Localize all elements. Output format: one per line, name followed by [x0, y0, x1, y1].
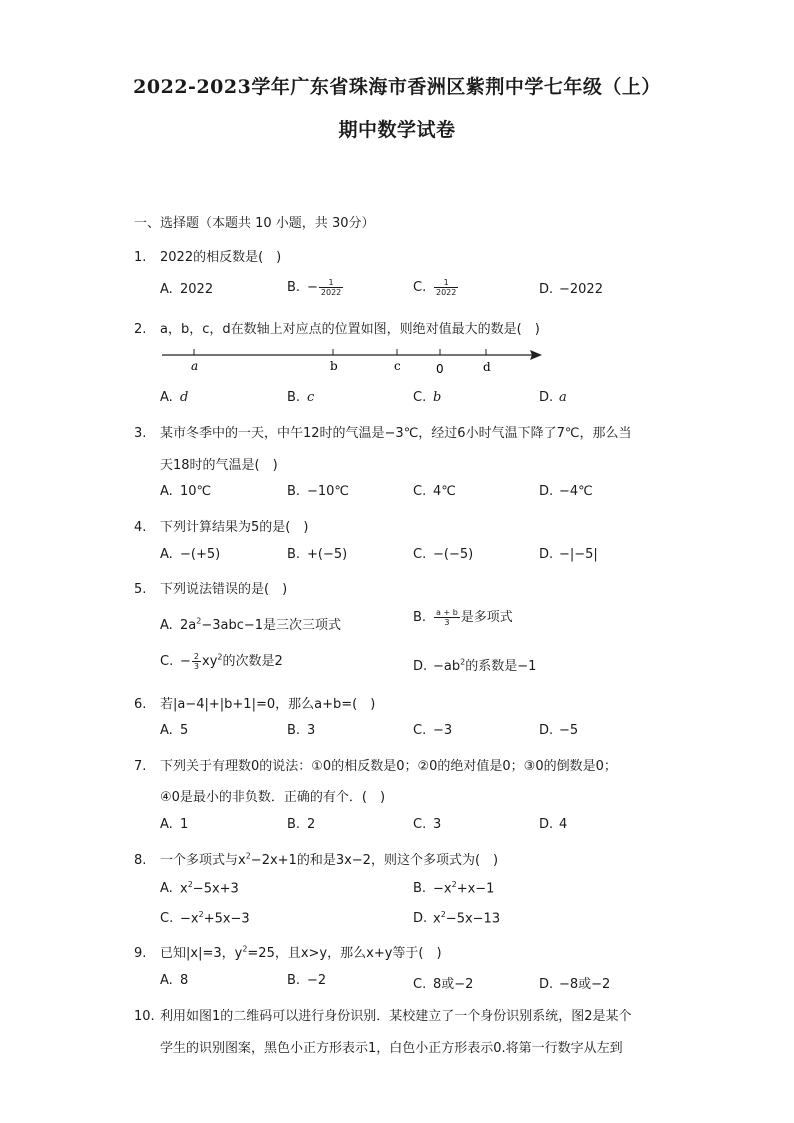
question-6: [134, 693, 375, 712]
q6-option-d: D. −5: [539, 723, 579, 738]
question-number: 4.: [134, 520, 147, 535]
q5-option-b: B. $\frac{a + b}{3}$ 是多项式: [413, 608, 513, 627]
question-text-line1: 某市冬季中的一天，中午12时的气温是−3℃，经过6小时气温下降了7℃，那么当: [160, 426, 632, 441]
q8-option-c: C. $-x^2+5x-3$: [160, 910, 250, 927]
question-number: 5.: [134, 582, 147, 597]
question-5: [134, 578, 287, 597]
question-text-line1: 下列关于有理数0的说法：①0的相反数是0；②0的绝对值是0；③0的倒数是0；: [160, 759, 617, 774]
section-heading: 一、选择题（本题共 10 小题，共 30分）: [134, 216, 375, 231]
q4-option-a: A. −(+5): [160, 547, 221, 562]
question-number: 8.: [134, 853, 147, 868]
q7-option-a: A. 1: [160, 817, 189, 832]
q3-option-a: A. 10℃: [160, 484, 212, 499]
question-number: 6.: [134, 697, 147, 712]
q9-option-c: C. 8或−2: [413, 977, 474, 992]
q1-option-a: A. 2022: [160, 282, 214, 297]
label-b: b: [330, 359, 338, 373]
q3-option-b: B. −10℃: [287, 484, 350, 499]
q1-option-d: D. −2022: [539, 282, 603, 297]
q2-option-a: A. d: [160, 390, 189, 405]
label-zero: 0: [436, 362, 444, 376]
question-number: 10.: [134, 1009, 155, 1024]
label-a: a: [191, 359, 199, 373]
question-text: 2022的相反数是( ): [160, 250, 282, 265]
q6-option-b: B. 3: [287, 723, 316, 738]
q7-option-d: D. 4: [539, 817, 568, 832]
q6-option-c: C. −3: [413, 723, 453, 738]
question-3: [134, 422, 631, 441]
q2-option-c: C. b: [413, 390, 442, 405]
question-number: 3.: [134, 426, 147, 441]
question-2: [134, 318, 540, 337]
q9-option-a: A. 8: [160, 973, 189, 988]
q9-option-b: B. −2: [287, 973, 327, 988]
q5-option-a: A. $2a^2-3abc-1$是三次三项式: [160, 616, 342, 633]
q4-option-d: D. −|−5|: [539, 547, 598, 562]
label-c: c: [394, 359, 401, 373]
question-7: [134, 755, 617, 774]
q6-option-a: A. 5: [160, 723, 189, 738]
q1-option-c: C. $\frac{1}{2022}$: [413, 278, 457, 297]
question-10-line2: 学生的识别图案，黑色小正方形表示1，白色小正方形表示0.将第一行数字从左到: [160, 1041, 623, 1056]
q9-option-d: D. −8或−2: [539, 977, 611, 992]
question-text: a，b，c，d在数轴上对应点的位置如图，则绝对值最大的数是( ): [160, 322, 540, 337]
q3-option-d: D. −4℃: [539, 484, 593, 499]
question-text: 下列说法错误的是( ): [160, 582, 288, 597]
question-10: [134, 1005, 632, 1024]
q4-option-c: C. −(−5): [413, 547, 474, 562]
question-1: [134, 246, 281, 265]
q8-option-d: D. $x^2-5x-13$: [413, 910, 501, 927]
exam-title-line2: 期中数学试卷: [338, 119, 456, 141]
q2-option-d: D. a: [539, 390, 567, 405]
question-number: 1.: [134, 250, 147, 265]
q5-option-d: D. $-ab^2$的系数是−1: [413, 657, 537, 674]
q1-option-b: B. − $\frac{1}{2022}$: [287, 278, 342, 297]
question-9: 9. 已知|x|=3，$y^2=25$，且x>y，那么x+y等于( ): [134, 944, 442, 961]
q7-option-c: C. 3: [413, 817, 442, 832]
q4-option-b: B. +(−5): [287, 547, 348, 562]
exam-title-line1: 2022-2023学年广东省珠海市香洲区紫荆中学七年级（上）: [133, 76, 661, 98]
question-number: 9.: [134, 946, 147, 961]
q3-option-c: C. 4℃: [413, 484, 456, 499]
question-text: 若|a−4|+|b+1|=0，那么a+b=( ): [160, 697, 376, 712]
q2-option-b: B. c: [287, 390, 315, 405]
question-text-line1: 利用如图1的二维码可以进行身份识别．某校建立了一个身份识别系统，图2是某个: [160, 1009, 632, 1024]
q5-option-c: C. − $\frac{2}{3}$ $xy^2$的次数是2: [160, 652, 283, 671]
label-d: d: [483, 360, 491, 374]
question-7-line2: ④0是最小的非负数．正确的有个．( ): [160, 790, 386, 805]
question-3-line2: 天18时的气温是( ): [160, 458, 278, 473]
question-number: 2.: [134, 322, 147, 337]
q8-option-a: A. $x^2-5x+3$: [160, 880, 239, 897]
q7-option-b: B. 2: [287, 817, 316, 832]
question-4: [134, 516, 308, 535]
question-8: 8. 一个多项式与$x^2-2x+1$的和是3x−2，则这个多项式为( ): [134, 851, 499, 868]
number-line-figure: [160, 344, 550, 378]
question-text: 下列计算结果为5的是( ): [160, 520, 309, 535]
question-number: 7.: [134, 759, 147, 774]
q8-option-b: B. $-x^2+x-1$: [413, 880, 495, 897]
